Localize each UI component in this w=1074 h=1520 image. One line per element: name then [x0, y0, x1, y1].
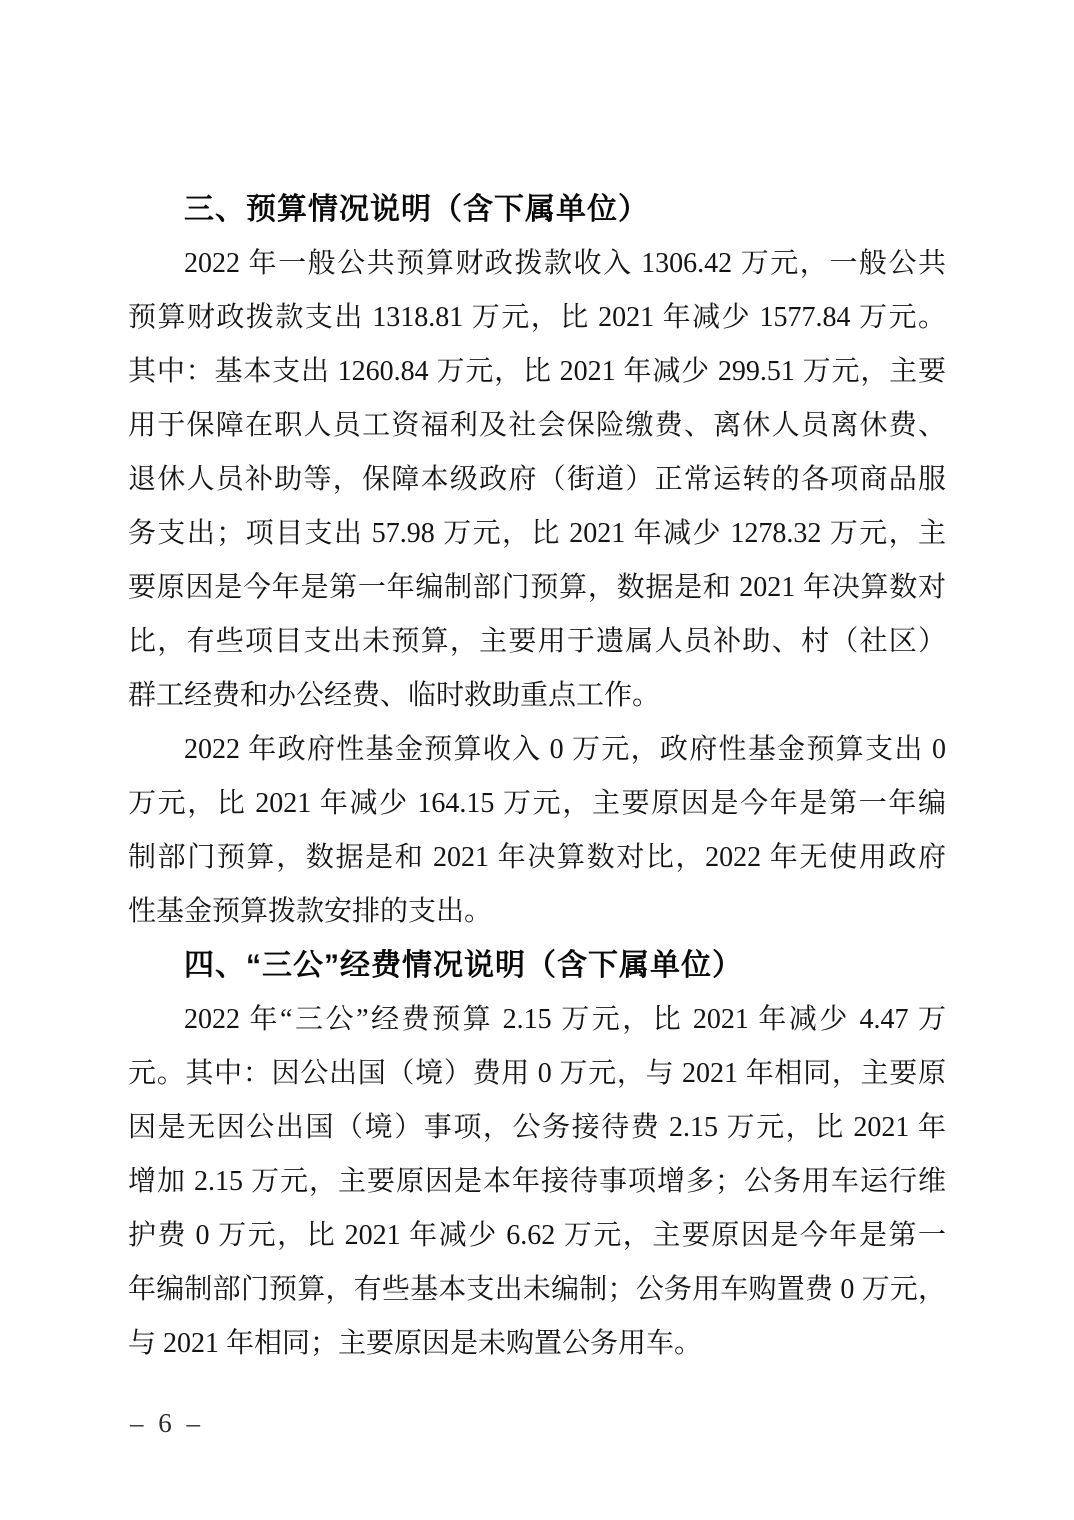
- paragraph-line: 护费 0 万元，比 2021 年减少 6.62 万元，主要原因是今年是第一: [128, 1220, 946, 1251]
- document-body: [128, 183, 946, 1371]
- paragraph-line: 预算财政拨款支出 1318.81 万元，比 2021 年减少 1577.84 万元。: [128, 302, 946, 333]
- section-heading: 三、预算情况说明（含下属单位）: [184, 193, 649, 226]
- paragraph-line: 元。其中：因公出国（境）费用 0 万元，与 2021 年相同，主要原: [128, 1058, 946, 1089]
- paragraph-line: 性基金预算拨款安排的支出。: [128, 896, 493, 927]
- paragraph-line: 其中：基本支出 1260.84 万元，比 2021 年减少 299.51 万元，主要: [128, 356, 946, 387]
- paragraph-line: 群工经费和办公经费、临时救助重点工作。: [128, 680, 661, 711]
- paragraph-line: 2022 年一般公共预算财政拨款收入 1306.42 万元，一般公共: [184, 248, 946, 279]
- paragraph-line: 因是无因公出国（境）事项，公务接待费 2.15 万元，比 2021 年: [128, 1112, 946, 1143]
- paragraph-line: 务支出；项目支出 57.98 万元，比 2021 年减少 1278.32 万元，主: [128, 518, 946, 549]
- paragraph-line: 万元，比 2021 年减少 164.15 万元，主要原因是今年是第一年编: [128, 788, 946, 819]
- paragraph-line: 与 2021 年相同；主要原因是未购置公务用车。: [128, 1328, 703, 1359]
- paragraph-line: 退休人员补助等，保障本级政府（街道）正常运转的各项商品服: [128, 464, 946, 495]
- paragraph-line: 年编制部门预算，有些基本支出未编制；公务用车购置费 0 万元，: [128, 1274, 946, 1305]
- paragraph-line: 比，有些项目支出未预算，主要用于遗属人员补助、村（社区）: [128, 626, 946, 657]
- paragraph-line: 要原因是今年是第一年编制部门预算，数据是和 2021 年决算数对: [128, 572, 946, 603]
- paragraph-line: 用于保障在职人员工资福利及社会保险缴费、离休人员离休费、: [128, 410, 946, 441]
- section-heading: 四、“三公”经费情况说明（含下属单位）: [184, 949, 743, 982]
- footer-page-number: – 6 –: [130, 1408, 204, 1438]
- paragraph-line: 制部门预算，数据是和 2021 年决算数对比，2022 年无使用政府: [128, 842, 946, 873]
- paragraph-line: 2022 年政府性基金预算收入 0 万元，政府性基金预算支出 0: [184, 734, 946, 765]
- paragraph-line: 2022 年“三公”经费预算 2.15 万元，比 2021 年减少 4.47 万: [184, 1004, 946, 1035]
- paragraph-line: 增加 2.15 万元，主要原因是本年接待事项增多；公务用车运行维: [128, 1166, 946, 1197]
